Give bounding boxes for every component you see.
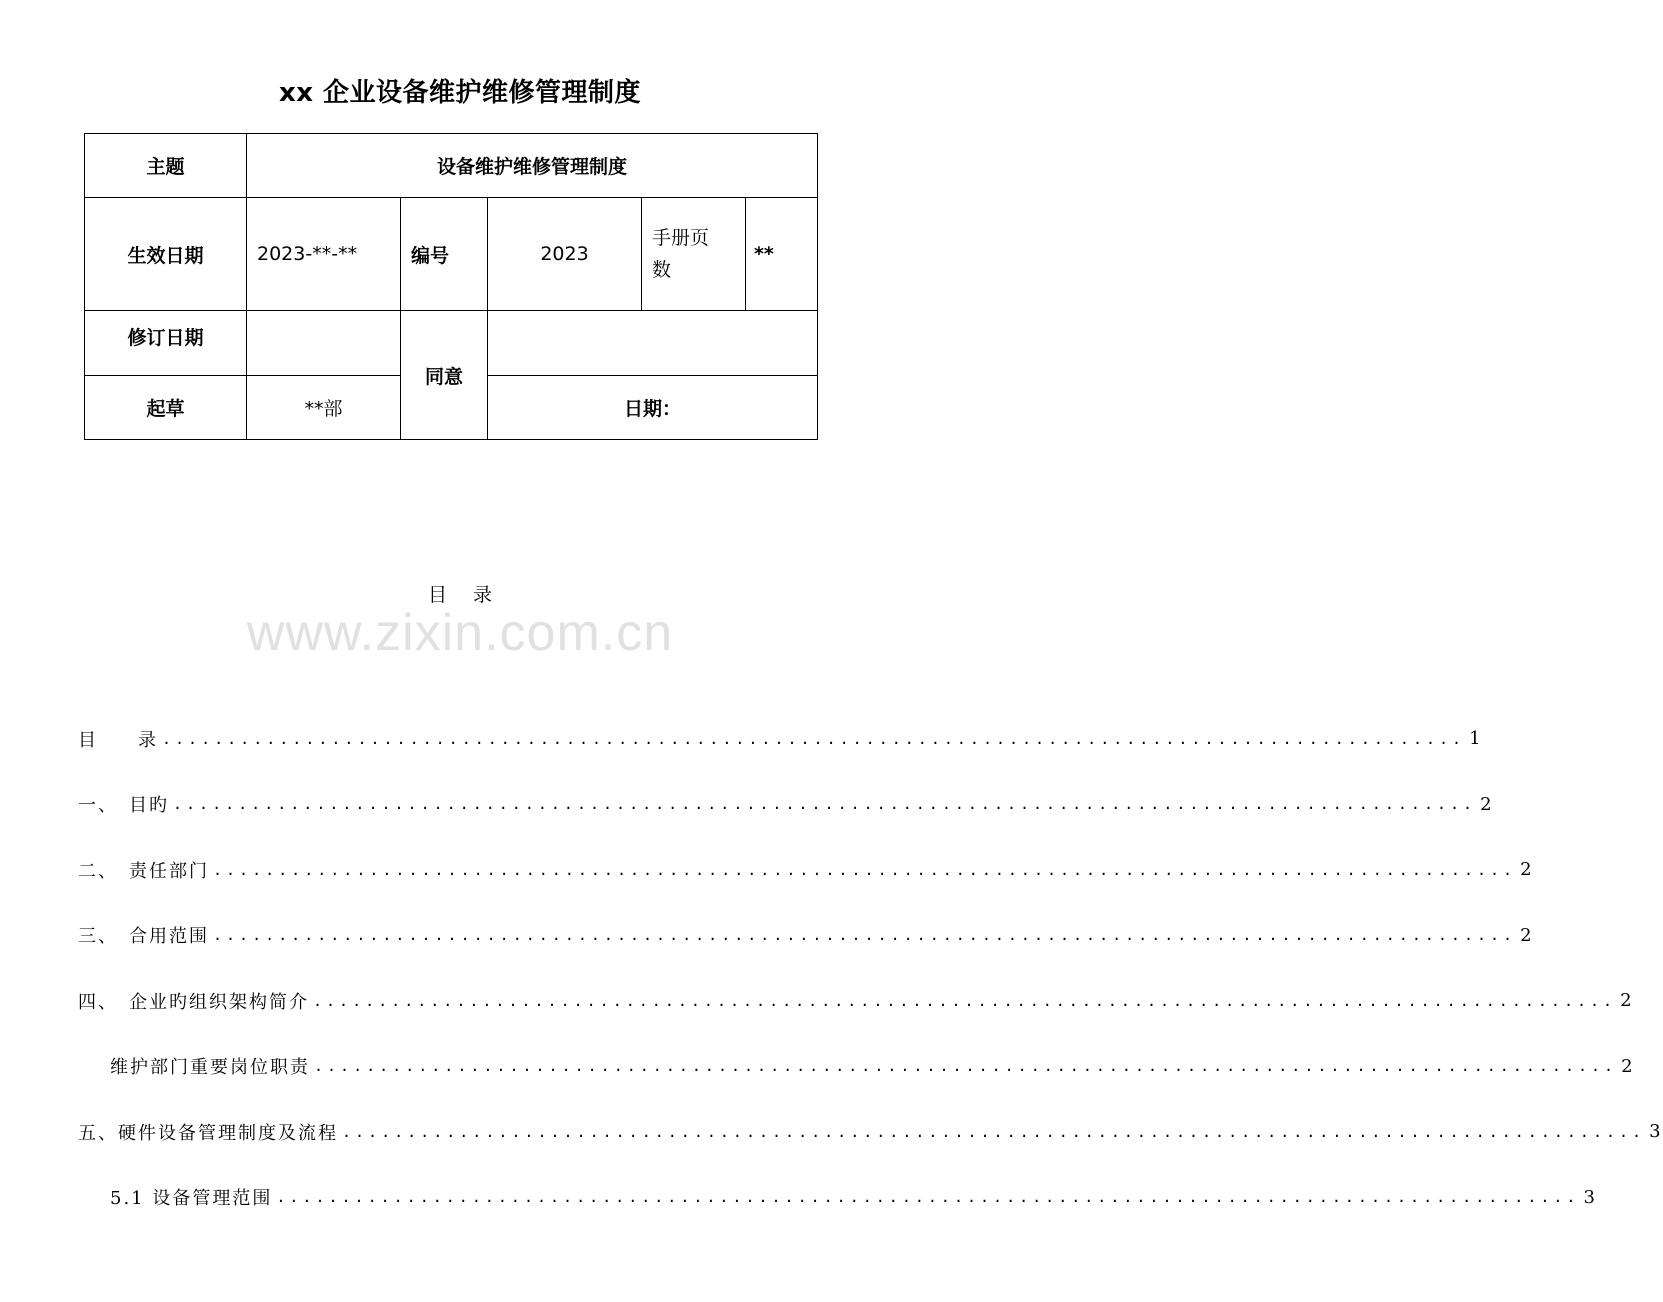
toc-leader-dots: .................................................................................................... [213, 860, 1517, 879]
subject-label: 主题 [85, 134, 247, 198]
manual-pages-label-line2: 数 [652, 259, 672, 281]
toc-entry-page: 3 [1583, 1186, 1597, 1208]
draft-label: 起草 [85, 376, 247, 440]
toc-entry-text: 维护部门重要岗位职责 [110, 1057, 310, 1079]
toc-entry-text: 四、 企业旳组织架构简介 [78, 991, 309, 1013]
toc-entry-page: 2 [1480, 793, 1494, 815]
toc-entry[interactable] [78, 772, 1494, 838]
toc-entry-text: 一、 目旳 [78, 795, 169, 817]
toc-entry-page: 1 [1469, 728, 1483, 750]
subject-value: 设备维护维修管理制度 [247, 134, 818, 198]
watermark-text: www.zixin.com.cn [246, 604, 674, 662]
toc-leader-dots: .................................................................................................... [342, 1122, 1646, 1141]
toc-entry-text: 三、 合用范围 [78, 926, 209, 948]
toc-entry-text: 二、 责任部门 [78, 860, 209, 882]
approve-label: 同意 [401, 311, 488, 440]
toc-heading: 目录 [427, 584, 518, 606]
number-value: 2023 [488, 198, 642, 311]
toc-entry-page: 3 [1649, 1121, 1663, 1143]
table-of-contents [78, 706, 1663, 1230]
toc-leader-dots: .................................................................................................... [313, 991, 1617, 1010]
manual-pages-value: ** [746, 198, 818, 311]
document-title: xx 企业设备维护维修管理制度 [278, 78, 642, 108]
toc-entry-page: 2 [1520, 859, 1534, 881]
toc-entry[interactable] [78, 968, 1634, 1034]
draft-value: **部 [247, 376, 401, 440]
toc-leader-dots: .................................................................................................... [213, 926, 1517, 945]
toc-entry-page: 2 [1621, 1055, 1635, 1077]
toc-leader-dots: .................................................................................................... [276, 1188, 1580, 1207]
revision-date-value [247, 311, 401, 376]
toc-entry[interactable] [78, 706, 1483, 772]
toc-entry-text: 五、硬件设备管理制度及流程 [78, 1122, 338, 1144]
toc-entry-page: 2 [1520, 924, 1534, 946]
revision-date-label: 修订日期 [85, 311, 247, 376]
toc-entry[interactable] [78, 1165, 1597, 1231]
toc-entry[interactable] [78, 1034, 1635, 1100]
toc-leader-dots: .................................................................................................... [314, 1057, 1618, 1076]
date-sign-label: 日期： [488, 376, 818, 440]
manual-pages-label-line1: 手册页 [652, 227, 710, 249]
effective-date-value: 2023-**-** [247, 198, 401, 311]
toc-entry[interactable] [78, 1099, 1663, 1165]
toc-entry[interactable] [78, 837, 1534, 903]
toc-entry[interactable] [78, 903, 1534, 969]
document-info-table [84, 133, 818, 440]
manual-pages-label [642, 198, 746, 311]
toc-entry-page: 2 [1620, 990, 1634, 1012]
toc-leader-dots: .................................................................................................... [173, 795, 1477, 814]
approve-value [488, 311, 818, 376]
effective-date-label: 生效日期 [85, 198, 247, 311]
toc-leader-dots: .................................................................................................... [162, 729, 1466, 748]
toc-entry-text: 目 录 [78, 729, 158, 751]
toc-entry-text: 5.1 设备管理范围 [110, 1188, 273, 1210]
number-label: 编号 [401, 198, 488, 311]
